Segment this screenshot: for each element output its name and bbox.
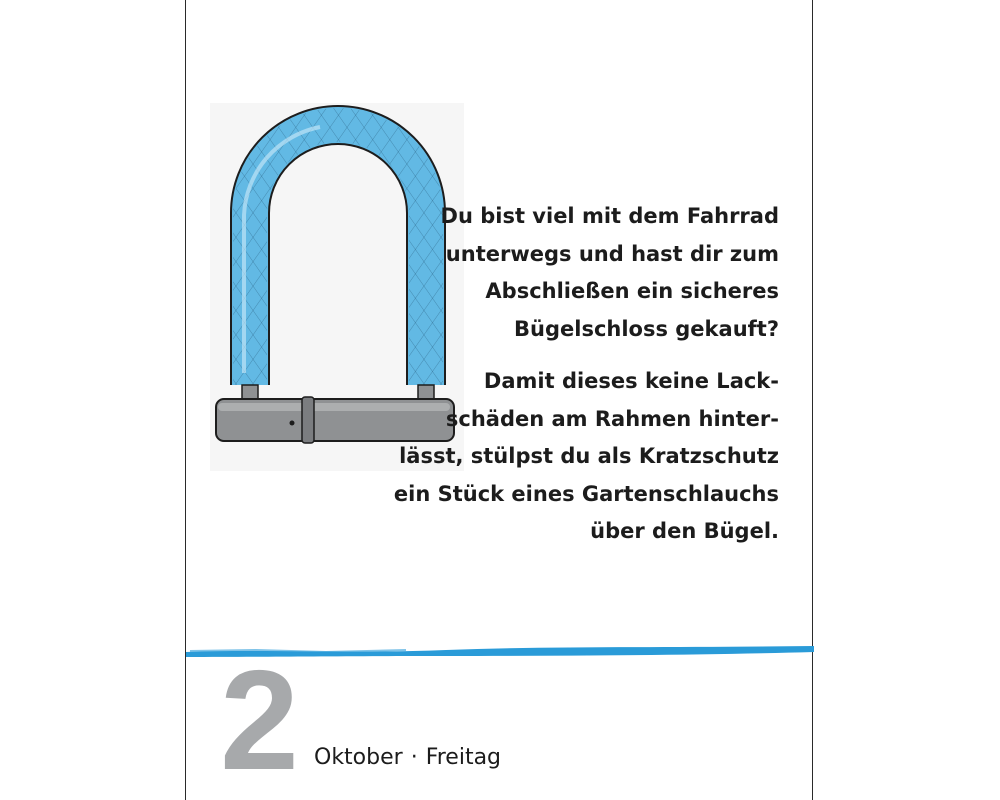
weekday-label: Freitag [425, 745, 502, 770]
tip-paragraph-answer: Damit dieses keine Lack-schäden am Rahmen hinter-lässt, stülpst du als Kratzschutz ein Stück eines Gartenschlauchs über den Bügel. [393, 369, 779, 543]
date-line [314, 743, 501, 773]
tip-paragraph-question: Du bist viel mit dem Fahrrad unterwegs und hast dir zum Abschließen ein sicheres Bügelschloss gekauft? [440, 204, 779, 341]
date-separator: · [410, 745, 418, 770]
day-number: 2 [220, 641, 299, 800]
month-label: Oktober [314, 745, 403, 770]
calendar-page [185, 0, 813, 800]
tip-text [386, 198, 779, 551]
